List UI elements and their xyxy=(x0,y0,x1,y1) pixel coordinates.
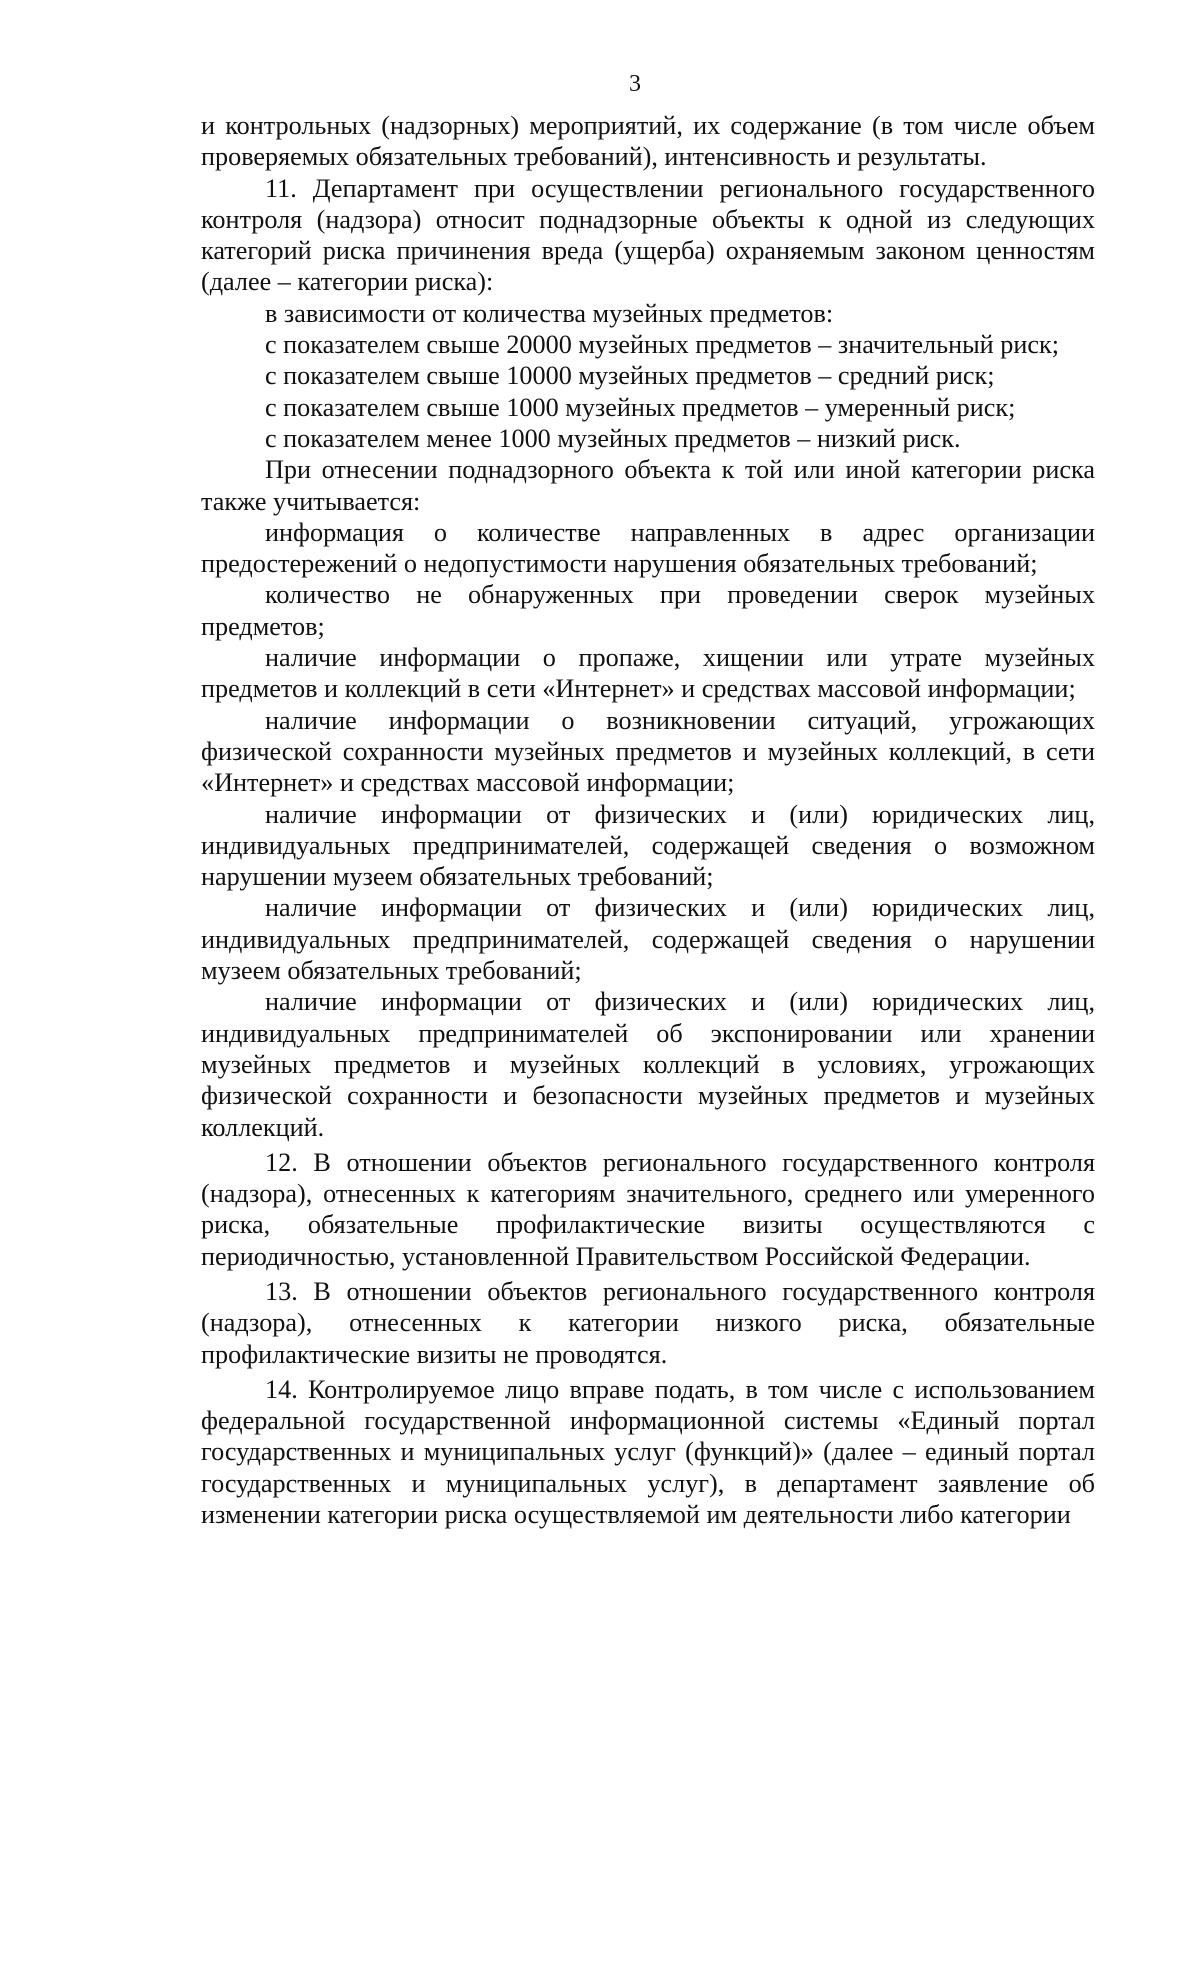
paragraph-risk-significant: с показателем свыше 20000 музейных предметов – значительный риск; xyxy=(265,330,1059,360)
paragraph-risk-moderate: с показателем свыше 1000 музейных предметов – умеренный риск; xyxy=(265,392,1016,422)
paragraph-violation-info: наличие информации от физических и (или) юридических лиц, индивидуальных предпринимателей, содержащей сведения о нарушении музеем обязательных требований; xyxy=(201,893,1095,986)
paragraph-loss-info: наличие информации о пропаже, хищении или утрате музейных предметов и коллекций в сети «Интернет» и средствах массовой информации; xyxy=(201,643,1095,704)
document-body xyxy=(201,110,1095,1530)
page-number: 3 xyxy=(629,71,641,97)
paragraph-item-14: 14. Контролируемое лицо вправе подать, в том числе с использованием федеральной государственной информационной системы «Единый портал государственных и муниципальных услуг (функций)» (далее – единый портал государственных и муниципальных услуг), в департамент заявление об изменении категории риска осуществляемой им деятельности либо категории xyxy=(201,1374,1095,1530)
paragraph-threat-info: наличие информации о возникновении ситуаций, угрожающих физической сохранности музейных предметов и музейных коллекций, в сети «Интернет» и средствах массовой информации; xyxy=(201,705,1095,798)
paragraph-possible-violation-info: наличие информации от физических и (или) юридических лиц, индивидуальных предпринимателей, содержащей сведения о возможном нарушении музеем обязательных требований; xyxy=(201,799,1095,892)
paragraph-warnings-info: информация о количестве направленных в адрес организации предостережений о недопустимости нарушения обязательных требований; xyxy=(201,517,1095,579)
paragraph-risk-medium: с показателем свыше 10000 музейных предметов – средний риск; xyxy=(265,361,995,391)
paragraph-also-considered: При отнесении поднадзорного объекта к той или иной категории риска также учитывается: xyxy=(201,455,1095,516)
paragraph-item-13: 13. В отношении объектов регионального государственного контроля (надзора), отнесенных к категории низкого риска, обязательные профилактические визиты не проводятся. xyxy=(201,1276,1095,1369)
paragraph-item-12: 12. В отношении объектов регионального государственного контроля (надзора), отнесенных к категориям значительного, среднего или умеренного риска, обязательные профилактические визиты осуществляются с периодичностью, установленной Правительством Российской Федерации. xyxy=(201,1147,1095,1271)
paragraph-risk-low: с показателем менее 1000 музейных предметов – низкий риск. xyxy=(265,423,961,453)
paragraph-missing-items: количество не обнаруженных при проведении сверок музейных предметов; xyxy=(201,580,1095,641)
paragraph-continuation: и контрольных (надзорных) мероприятий, их содержание (в том числе объем проверяемых обязательных требований), интенсивность и результаты. xyxy=(201,111,1095,172)
paragraph-item-11: 11. Департамент при осуществлении регионального государственного контроля (надзора) относит поднадзорные объекты к одной из следующих категорий риска причинения вреда (ущерба) охраняемым законом ценностям (далее – категории риска): xyxy=(201,173,1095,297)
paragraph-exhibition-conditions-info: наличие информации от физических и (или) юридических лиц, индивидуальных предпринимателей об экспонировании или хранении музейных предметов и музейных коллекций в условиях, угрожающих физической сохранности и безопасности музейных предметов и музейных коллекций. xyxy=(201,987,1095,1142)
paragraph-museum-count: в зависимости от количества музейных предметов: xyxy=(265,298,834,328)
